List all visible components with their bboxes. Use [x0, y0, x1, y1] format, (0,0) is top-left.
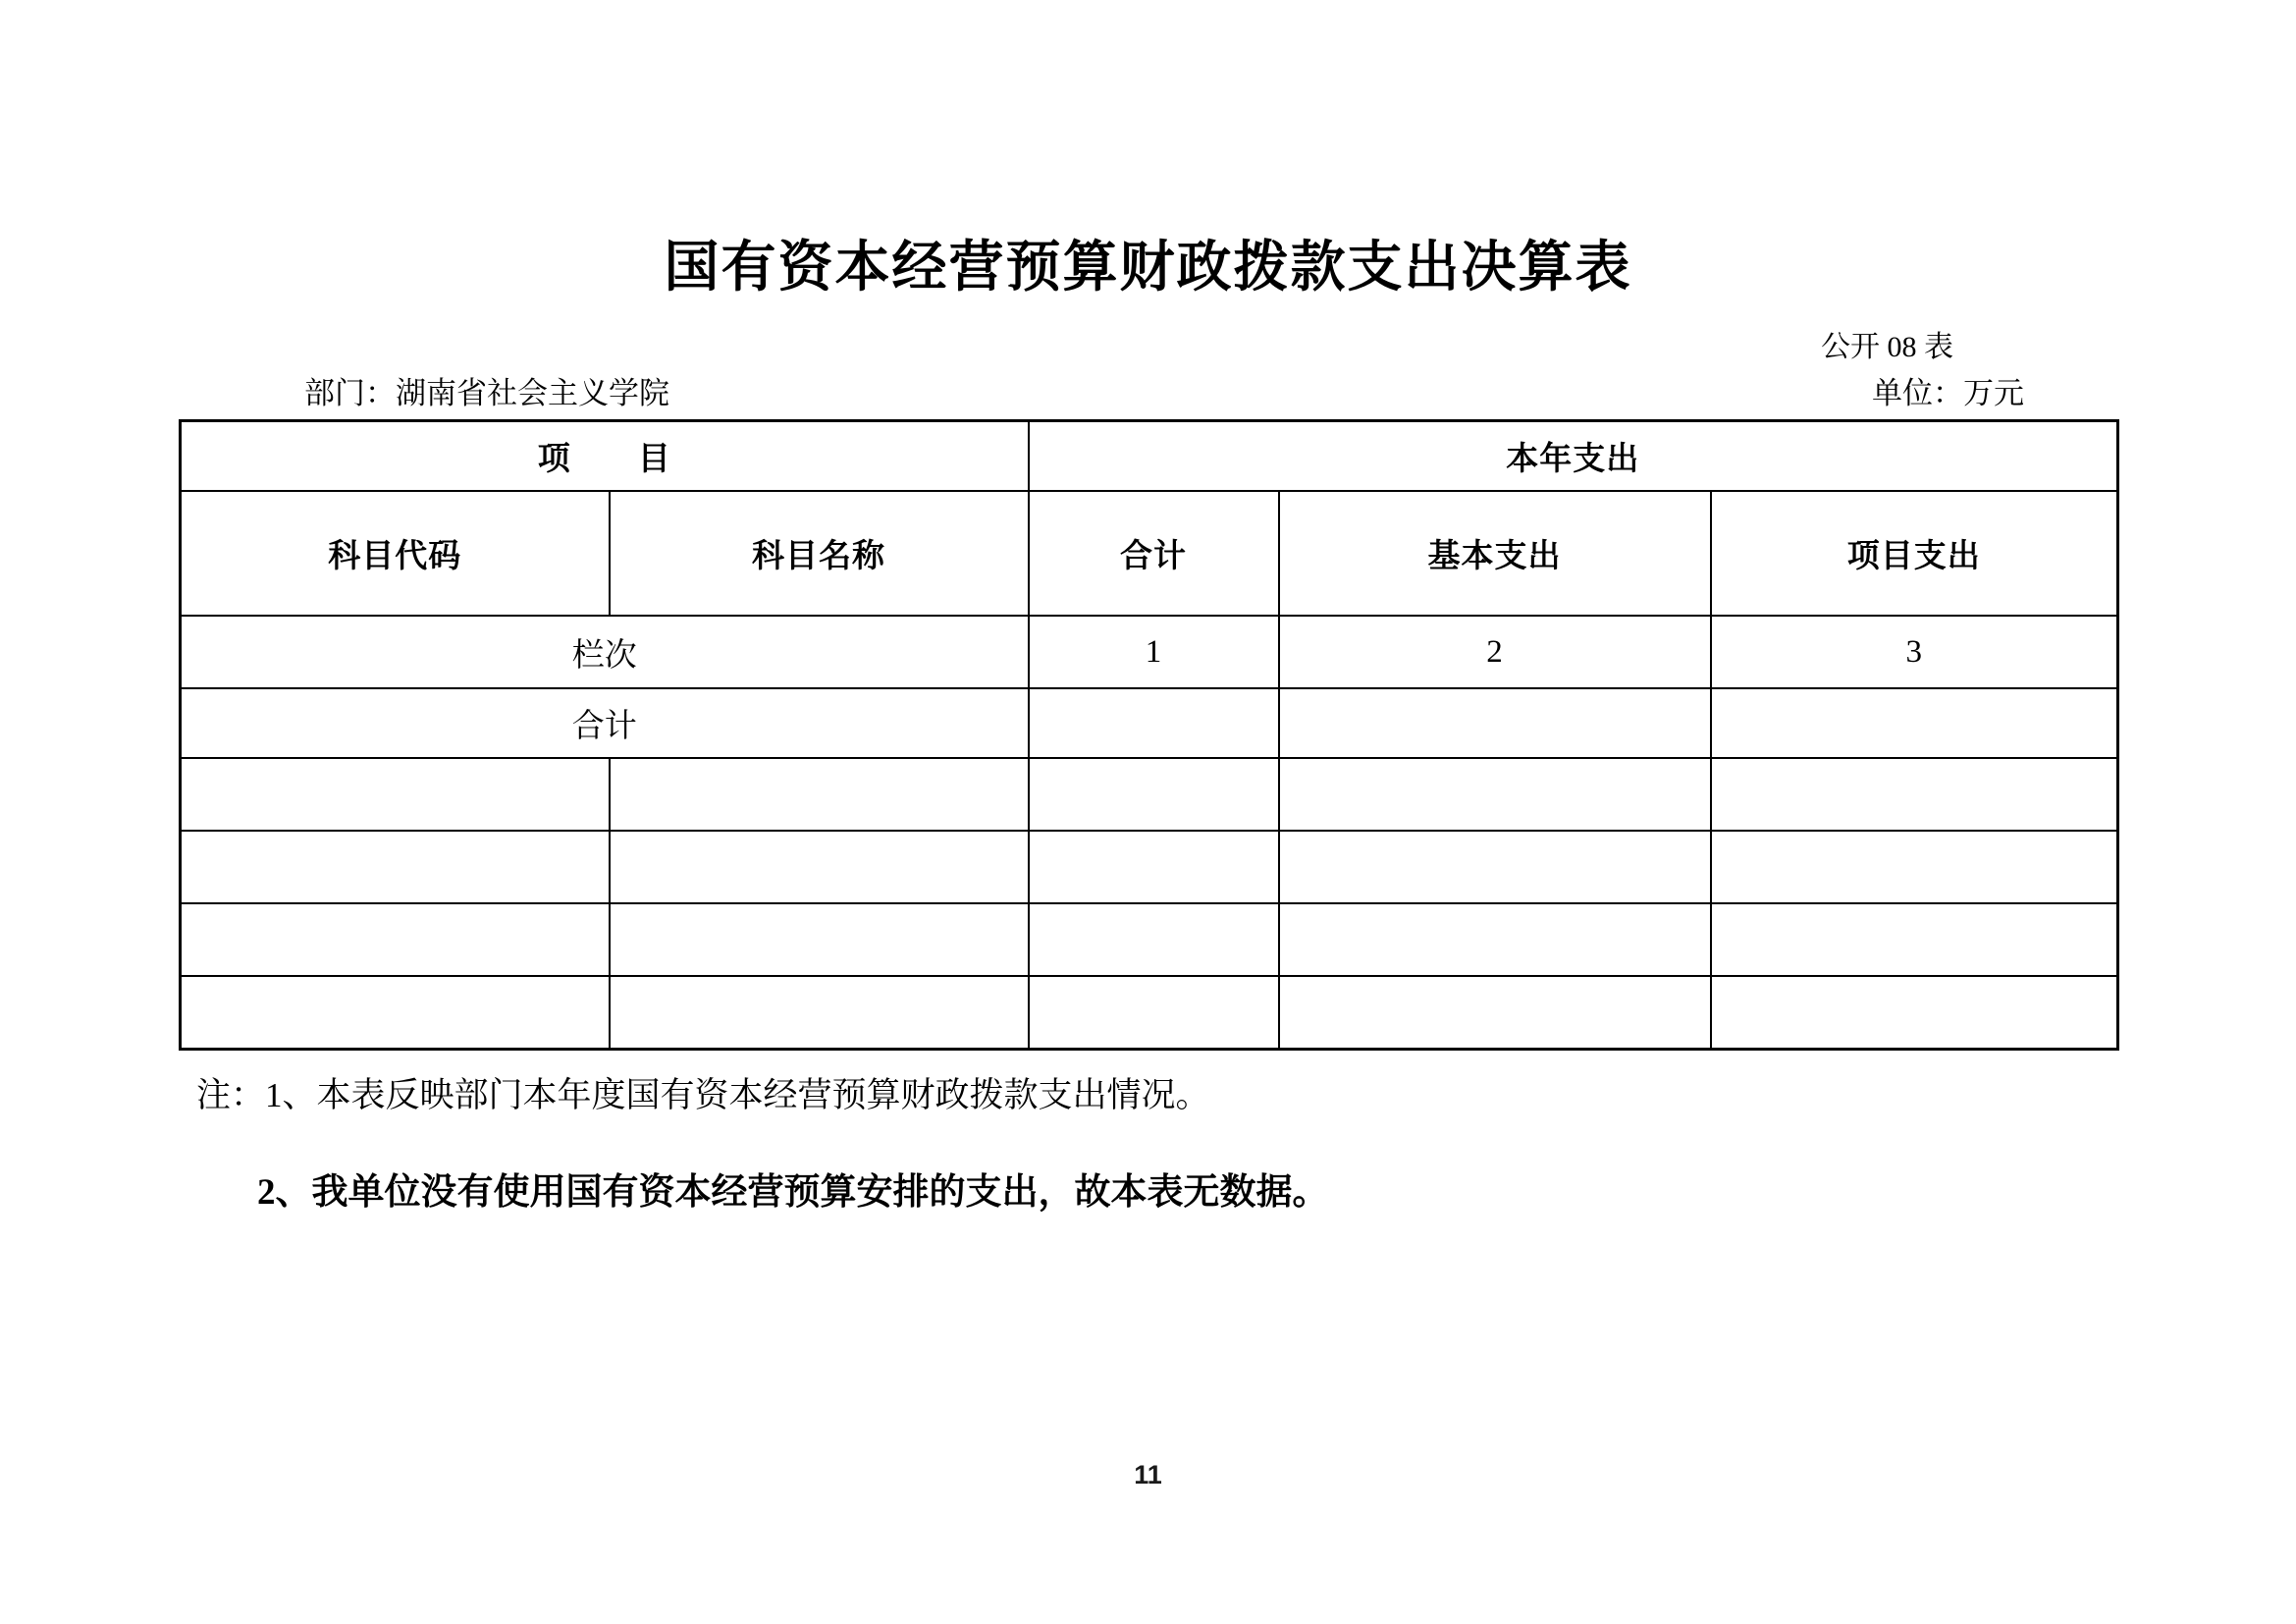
table-cell-empty — [610, 831, 1029, 903]
table-cell-empty — [1029, 976, 1279, 1049]
table-cell-empty — [1029, 903, 1279, 976]
table-cell-empty — [1279, 976, 1711, 1049]
table-row-empty — [181, 758, 2118, 831]
table-cell-empty — [181, 831, 610, 903]
column-index-label: 栏次 — [181, 616, 1029, 688]
table-code-label: 公开 08 表 — [1821, 330, 1953, 363]
table-cell-empty — [1029, 758, 1279, 831]
table-row-empty — [181, 903, 2118, 976]
table-cell-empty — [181, 903, 610, 976]
table-cell-empty — [1711, 831, 2118, 903]
department-label: 部门：湖南省社会主义学院 — [304, 375, 669, 410]
table-cell-empty — [610, 903, 1029, 976]
note-1: 注：1、本表反映部门本年度国有资本经营预算财政拨款支出情况。 — [196, 1075, 1210, 1114]
total-row-label: 合计 — [181, 688, 1029, 758]
page-number: 11 — [1134, 1460, 1162, 1489]
header-item: 项 目 — [181, 420, 1029, 491]
expenditure-table — [179, 419, 2119, 1051]
total-row-value-project — [1711, 688, 2118, 758]
table-cell-empty — [610, 758, 1029, 831]
column-index-row — [181, 616, 2118, 688]
table-header-columns-row — [181, 491, 2118, 616]
table-cell-empty — [1279, 903, 1711, 976]
table-row-empty — [181, 976, 2118, 1049]
total-row-value-total — [1029, 688, 1279, 758]
total-row — [181, 688, 2118, 758]
table-row-empty — [181, 831, 2118, 903]
table-cell-empty — [181, 758, 610, 831]
content-area — [179, 331, 2116, 1215]
header-total: 合计 — [1029, 491, 1279, 616]
table-header-group-row — [181, 420, 2118, 491]
page-title: 国有资本经营预算财政拨款支出决算表 — [664, 238, 1632, 298]
table-cell-empty — [1711, 976, 2118, 1049]
table-cell-empty — [1711, 903, 2118, 976]
header-current-year-expenditure: 本年支出 — [1029, 420, 2118, 491]
column-index-2: 2 — [1279, 616, 1711, 688]
table-cell-empty — [1711, 758, 2118, 831]
column-index-3: 3 — [1711, 616, 2118, 688]
note-2: 2、我单位没有使用国有资本经营预算安排的支出，故本表无数据。 — [257, 1172, 1329, 1214]
header-subject-code: 科目代码 — [181, 491, 610, 616]
total-row-value-basic — [1279, 688, 1711, 758]
meta-line-table-code — [179, 331, 2116, 363]
header-basic-expenditure: 基本支出 — [1279, 491, 1711, 616]
table-cell-empty — [181, 976, 610, 1049]
header-project-expenditure: 项目支出 — [1711, 491, 2118, 616]
column-index-1: 1 — [1029, 616, 1279, 688]
header-subject-name: 科目名称 — [610, 491, 1029, 616]
table-cell-empty — [610, 976, 1029, 1049]
unit-label: 单位：万元 — [1872, 375, 2024, 410]
table-cell-empty — [1029, 831, 1279, 903]
table-cell-empty — [1279, 831, 1711, 903]
meta-line-department-unit — [179, 377, 2116, 410]
table-cell-empty — [1279, 758, 1711, 831]
